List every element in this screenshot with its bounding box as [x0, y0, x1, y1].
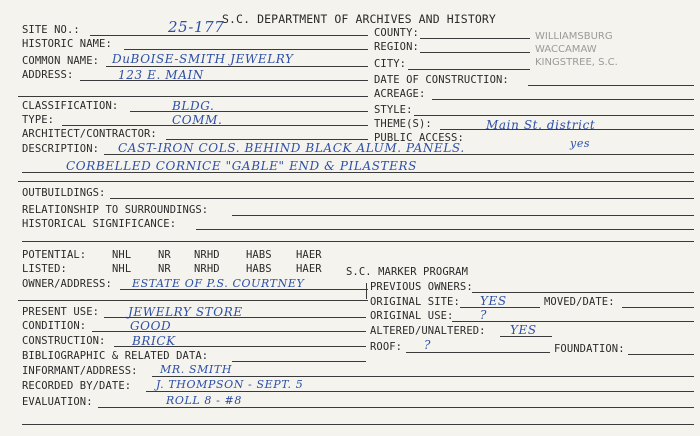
listed-nrhd: NRHD — [194, 263, 220, 275]
construction-value: BRICK — [132, 334, 176, 348]
section-divider-2 — [18, 181, 694, 182]
previous-owners-line — [472, 292, 694, 293]
altered-unaltered-label: ALTERED/UNALTERED: — [370, 325, 486, 337]
county-label: COUNTY: — [374, 27, 419, 39]
themes-value: Main St. district — [486, 118, 596, 132]
construction-label: CONSTRUCTION: — [22, 335, 106, 347]
historic-name-line — [124, 49, 368, 50]
themes-label: THEME(S): — [374, 118, 432, 130]
outbuildings-line — [110, 198, 694, 199]
evaluation-label: EVALUATION: — [22, 396, 93, 408]
common-name-line — [106, 66, 368, 67]
original-use-value: ? — [480, 308, 488, 322]
style-label: STYLE: — [374, 104, 413, 116]
foundation-line — [628, 354, 694, 355]
region-label: REGION: — [374, 41, 419, 53]
public-access-value: yes — [570, 137, 591, 150]
historic-name-label: HISTORIC NAME: — [22, 38, 112, 50]
public-access-label: PUBLIC ACCESS: — [374, 132, 464, 144]
address-label: ADDRESS: — [22, 69, 74, 81]
county-stamp-line-3: KINGSTREE, S.C. — [535, 57, 618, 68]
site-no-label: SITE NO.: — [22, 24, 80, 36]
present-use-label: PRESENT USE: — [22, 306, 100, 318]
description-label: DESCRIPTION: — [22, 143, 100, 155]
evaluation-line-2 — [22, 424, 694, 425]
informant-address-value: MR. SMITH — [160, 363, 233, 376]
potential-label: POTENTIAL: — [22, 249, 87, 261]
site-no-value: 25-177 — [168, 18, 225, 36]
owner-address-value: ESTATE OF P.S. COURTNEY — [132, 277, 305, 290]
potential-habs: HABS — [246, 249, 272, 261]
city-label: CITY: — [374, 58, 407, 70]
type-label: TYPE: — [22, 114, 55, 126]
section-divider-1 — [18, 96, 368, 97]
description-value-2: CORBELLED CORNICE "GABLE" END & PILASTERS — [66, 159, 417, 173]
present-use-value: JEWELRY STORE — [128, 305, 243, 319]
outbuildings-label: OUTBUILDINGS: — [22, 187, 106, 199]
date-of-construction-line — [528, 85, 694, 86]
acreage-line — [432, 99, 694, 100]
informant-address-line — [152, 376, 694, 377]
roof-value: ? — [424, 338, 432, 352]
potential-haer: HAER — [296, 249, 322, 261]
evaluation-value: ROLL 8 - #8 — [166, 394, 242, 407]
moved-date-label: MOVED/DATE: — [544, 296, 615, 308]
listed-label: LISTED: — [22, 263, 67, 275]
city-line — [408, 69, 530, 70]
historical-significance-label: HISTORICAL SIGNIFICANCE: — [22, 218, 177, 230]
county-stamp-line-1: WILLIAMSBURG — [535, 31, 613, 42]
classification-value: BLDG. — [172, 99, 215, 113]
classification-line — [130, 111, 368, 112]
original-use-label: ORIGINAL USE: — [370, 310, 454, 322]
classification-label: CLASSIFICATION: — [22, 100, 119, 112]
listed-habs: HABS — [246, 263, 272, 275]
card-title: S.C. DEPARTMENT OF ARCHIVES AND HISTORY — [222, 12, 496, 26]
roof-label: ROOF: — [370, 341, 403, 353]
recorded-by-date-value: J. THOMPSON - SEPT. 5 — [156, 378, 304, 391]
informant-address-label: INFORMANT/ADDRESS: — [22, 365, 138, 377]
address-value: 123 E. MAIN — [118, 68, 204, 82]
description-value-1: CAST-IRON COLS. BEHIND BLACK ALUM. PANELS. — [118, 141, 465, 155]
bibliographic-label: BIBLIOGRAPHIC & RELATED DATA: — [22, 350, 209, 362]
original-site-label: ORIGINAL SITE: — [370, 296, 460, 308]
type-value: COMM. — [172, 113, 223, 127]
relationship-line — [232, 215, 694, 216]
acreage-label: ACREAGE: — [374, 88, 426, 100]
original-site-value: YES — [480, 294, 507, 308]
altered-value: YES — [510, 323, 537, 337]
moved-date-line — [622, 307, 694, 308]
recorded-by-date-label: RECORDED BY/DATE: — [22, 380, 132, 392]
owner-address-label: OWNER/ADDRESS: — [22, 278, 112, 290]
original-use-line — [452, 321, 694, 322]
county-line — [420, 38, 530, 39]
county-stamp-line-2: WACCAMAW — [535, 44, 597, 55]
architect-line — [166, 139, 368, 140]
condition-label: CONDITION: — [22, 320, 87, 332]
potential-nr: NR — [158, 249, 171, 261]
section-divider-3 — [18, 300, 368, 301]
listed-haer: HAER — [296, 263, 322, 275]
architect-label: ARCHITECT/CONTRACTOR: — [22, 128, 157, 140]
bibliographic-line — [232, 361, 366, 362]
listed-nhl: NHL — [112, 263, 132, 275]
site-no-line — [90, 35, 368, 36]
region-line — [420, 52, 530, 53]
listed-nr: NR — [158, 263, 171, 275]
common-name-label: COMMON NAME: — [22, 55, 100, 67]
potential-nhl: NHL — [112, 249, 132, 261]
style-line — [414, 115, 694, 116]
common-name-value: DuBOISE-SMITH JEWELRY — [112, 52, 294, 66]
potential-nrhd: NRHD — [194, 249, 220, 261]
relationship-label: RELATIONSHIP TO SURROUNDINGS: — [22, 204, 209, 216]
roof-line — [406, 352, 550, 353]
previous-owners-label: PREVIOUS OWNERS: — [370, 281, 473, 293]
column-separator — [366, 283, 367, 299]
historical-significance-line-2 — [22, 241, 694, 242]
condition-value: GOOD — [130, 319, 172, 333]
foundation-label: FOUNDATION: — [554, 343, 625, 355]
date-of-construction-label: DATE OF CONSTRUCTION: — [374, 74, 509, 86]
marker-program-label: S.C. MARKER PROGRAM — [346, 266, 469, 278]
historical-significance-line — [196, 229, 694, 230]
